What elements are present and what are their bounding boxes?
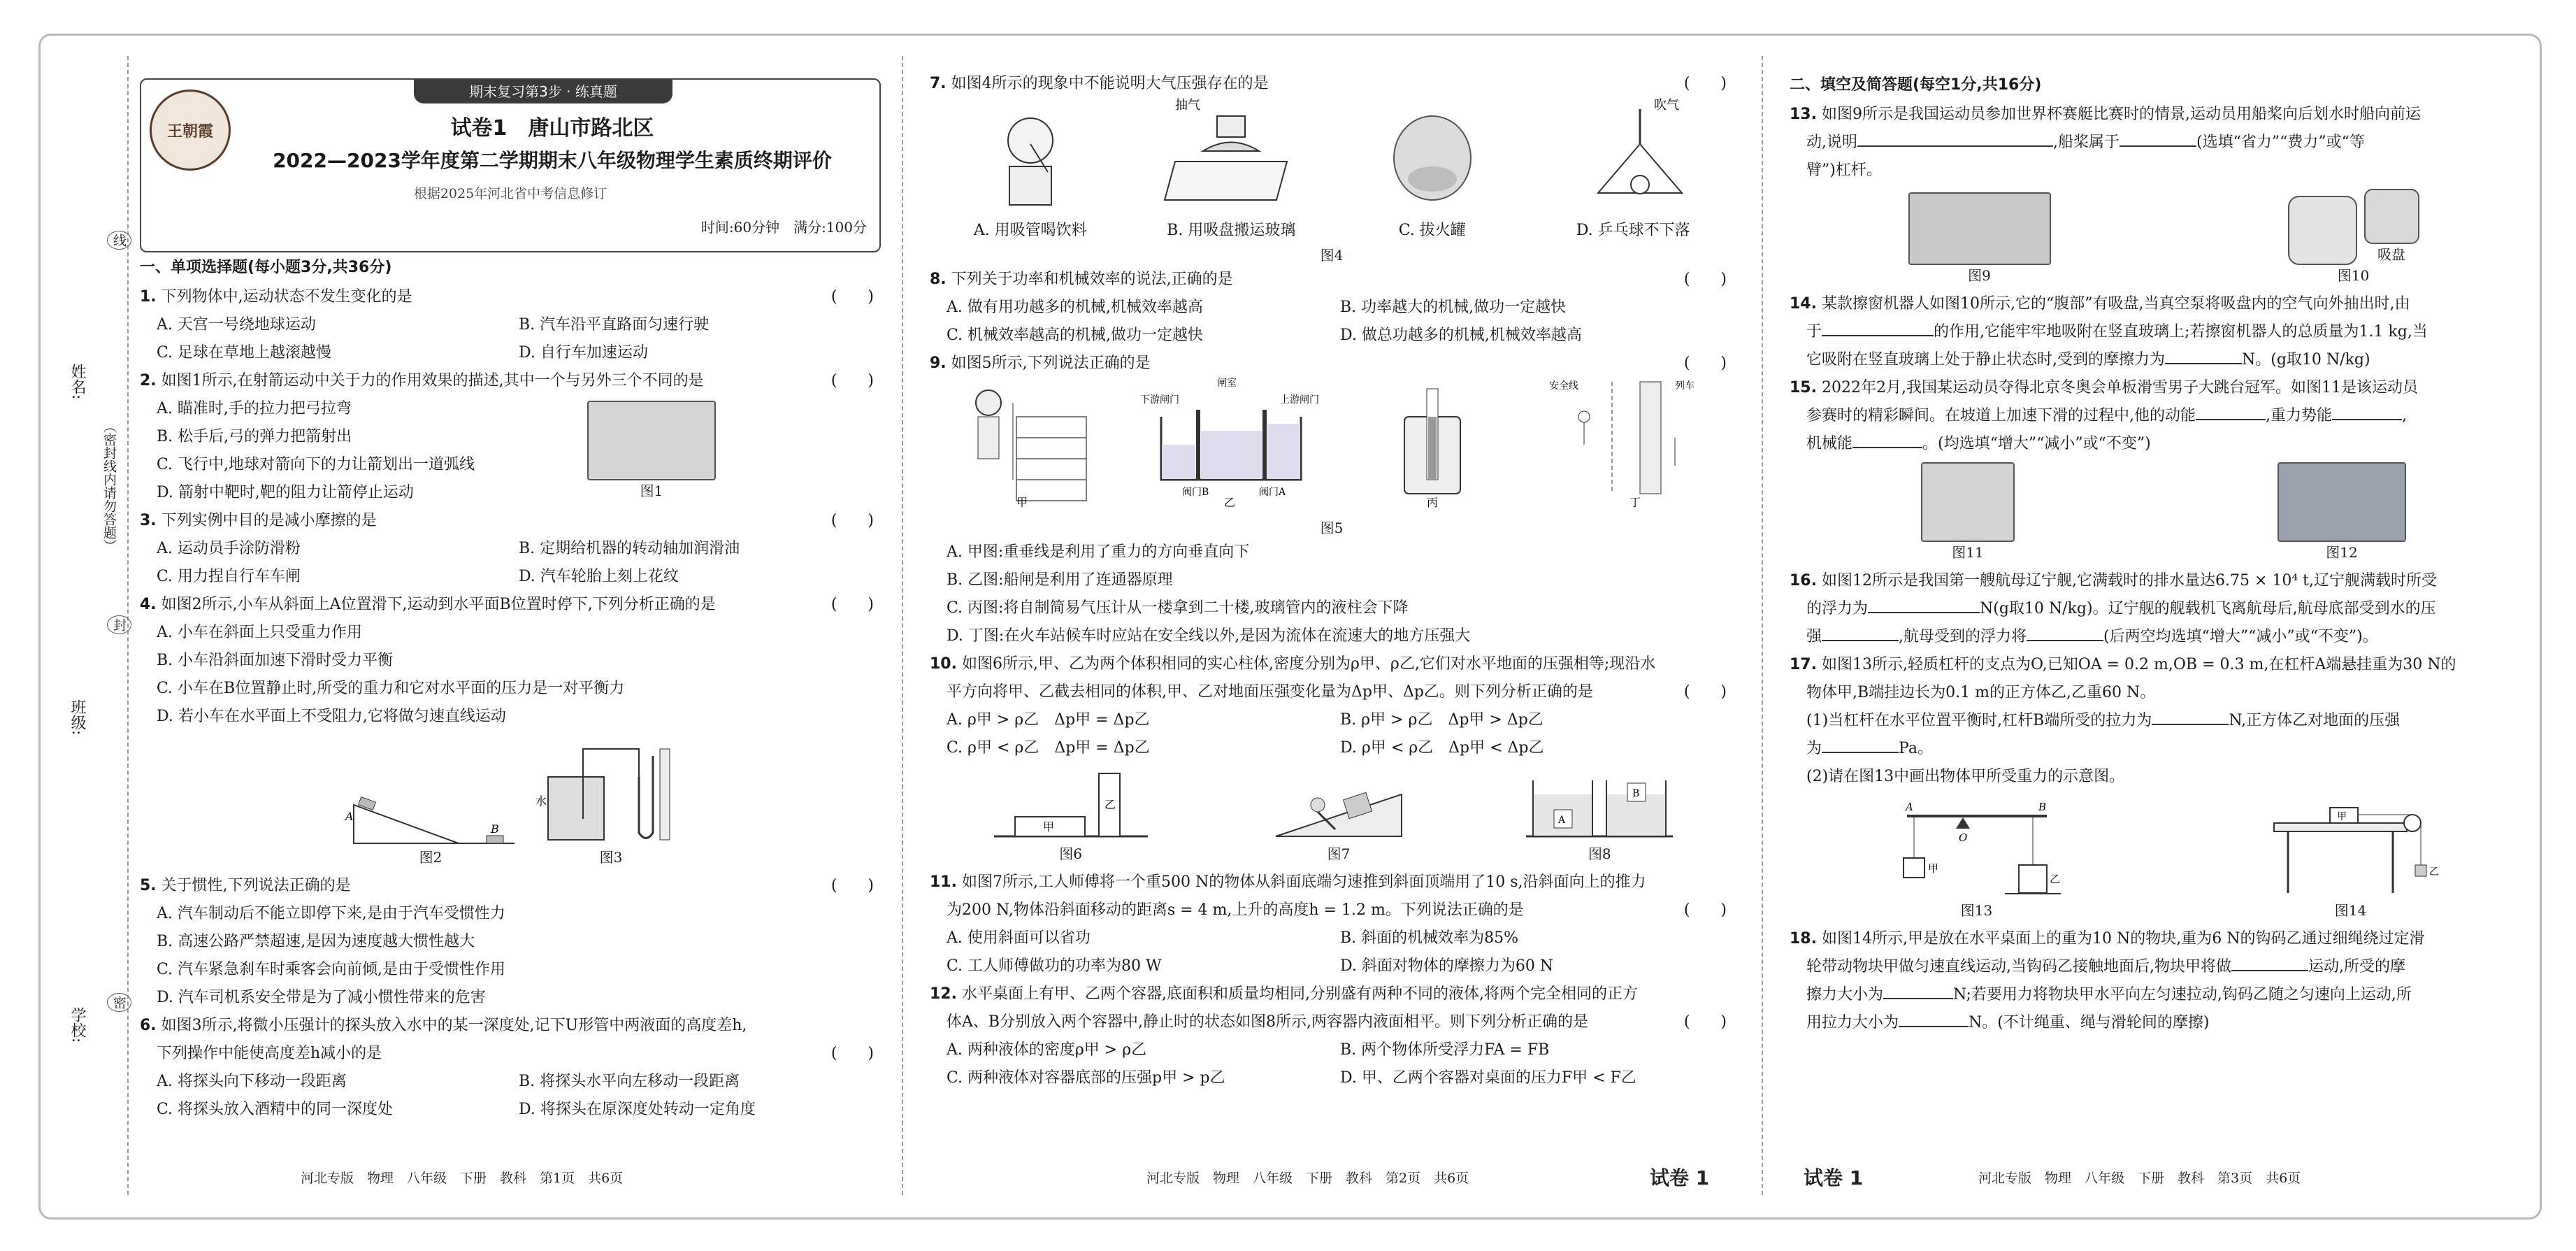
option: B. 小车沿斜面加速下滑时受力平衡	[157, 652, 394, 669]
page-3	[1790, 70, 2538, 1202]
option: B. 高速公路严禁超速,是因为速度越大惯性越大	[157, 933, 475, 950]
svg-text:吹气: 吹气	[1654, 98, 1680, 113]
option: D. 甲、乙两个容器对桌面的压力F甲 < F乙	[1340, 1069, 1636, 1087]
barometer-figure	[1383, 375, 1481, 508]
straw-drinking-figure	[978, 102, 1083, 207]
page-2	[930, 70, 1734, 1202]
svg-text:上游闸门: 上游闸门	[1280, 394, 1320, 406]
question-9: 9. 如图5所示,下列说法正确的是 ( ) 甲 闸室 下游闸门 上游闸门 阀门B 阀门A 乙 丙 安全线 列车 丁 图5 A. 甲图:重垂线是利用了重力的方向垂直向下 B. 乙图:船闸是利用了连通器原理 C. 丙图:将自制简易气压计从一楼拿到二十楼,玻璃管内的液柱会下降 D. 丁图:在火车站候车时应站在安全线以外,是因为流体在流速大的地方压强大	[930, 350, 1734, 650]
option: A. 甲图:重垂线是利用了重力的方向垂直向下	[947, 543, 1250, 561]
option: A. ρ甲 > ρ乙 Δp甲 = Δp乙	[947, 711, 1150, 729]
answer-blank[interactable]	[1899, 1010, 1969, 1027]
time-score: 时间:60分钟 满分:100分	[700, 219, 867, 236]
question-5: 5. 关于惯性,下列说法正确的是 ( ) A. 汽车制动后不能立即停下来,是由于汽车受惯性力 B. 高速公路严禁超速,是因为速度越大惯性越大 C. 汽车紧急刹车时乘客会向前倾,是由于受惯性作用 D. 汽车司机系安全带是为了减小惯性带来的危害	[140, 872, 881, 1012]
option: D. 将探头在原深度处转动一定角度	[519, 1101, 756, 1118]
option: B. 用吸盘搬运玻璃	[1167, 222, 1296, 239]
svg-text:A: A	[345, 810, 354, 823]
answer-blank[interactable]	[1857, 130, 2053, 147]
answer-blank[interactable]	[1822, 320, 1934, 336]
option: D. 斜面对物体的摩擦力为60 N	[1340, 957, 1554, 975]
section-title: 一、单项选择题(每小题3分,共36分)	[140, 259, 392, 276]
svg-text:甲: 甲	[1927, 862, 1938, 875]
svg-text:B: B	[2038, 801, 2046, 813]
option: B. 斜面的机械效率为85%	[1340, 929, 1519, 947]
suction-cup-figure	[1161, 95, 1301, 207]
pressure-gauge-diagram	[535, 735, 681, 847]
svg-text:闸室: 闸室	[1217, 378, 1237, 389]
question-14: 14. 某款擦窗机器人如图10所示,它的“腹部”有吸盘,当真空泵将吸盘内的空气向外抽出时,由 于 的作用,它能牢牢地吸附在竖直玻璃上;若擦窗机器人的总质量为1.1 kg,当 它吸附在竖直玻璃上处于静止状态时,受到的摩擦力为 N。(g取10 N/kg)	[1790, 295, 2428, 369]
cupping-photo	[1376, 102, 1488, 207]
fold-line	[902, 56, 903, 1195]
question-18: 18. 如图14所示,甲是放在水平桌面上的重为10 N的物块,重为6 N的钩码乙通过细绳绕过定滑 轮带动物块甲做匀速直线运动,当钩码乙接触地面后,物块甲将做 运动,所受的摩 擦力大小为 N;若要用力将物块甲水平向左匀速拉动,钩码乙随之匀速向上运动,所 用拉力大小为 N。(不计绳重、绳与滑轮间的摩擦)	[1790, 930, 2425, 1031]
question-16: 16. 如图12所示是我国第一艘航母辽宁舰,它满载时的排水量达6.75 × 10⁴ t,辽宁舰满载时所受 的浮力为 N(g取10 N/kg)。辽宁舰的舰载机飞离航母后,航母底部受到水的压 强 ,航母受到的浮力将 (后两空均选填“增大”“减小”或“不变”)。	[1790, 572, 2438, 645]
option: A. 将探头向下移动一段距离	[157, 1073, 347, 1090]
option: D. ρ甲 < ρ乙 Δp甲 < Δp乙	[1340, 739, 1544, 757]
aircraft-carrier-photo	[2278, 462, 2406, 542]
class-label: 班级:	[69, 699, 86, 736]
svg-text:列车: 列车	[1675, 380, 1695, 392]
window-robot-photo	[2288, 196, 2357, 265]
answer-blank[interactable]	[2231, 955, 2308, 971]
option: B. 两个物体所受浮力FA = FB	[1340, 1041, 1550, 1059]
question-15: 15. 2022年2月,我国某运动员夺得北京冬奥会单板滑雪男子大跳台冠军。如图11是该运动员 参赛时的精彩瞬间。在坡道上加速下滑的过程中,他的动能 ,重力势能 , 机械能 。(均选填“增大”“减小”或“不变”) 图11 图12	[1790, 374, 2538, 563]
option: C. 丙图:将自制简易气压计从一楼拿到二十楼,玻璃管内的液柱会下降	[947, 599, 1409, 617]
question-3: 3. 下列实例中目的是减小摩擦的是 ( ) A. 运动员手涂防滑粉 B. 定期给机器的转动轴加润滑油 C. 用力捏自行车车闸 D. 汽车轮胎上刻上花纹	[140, 507, 881, 591]
answer-blank[interactable]	[2332, 403, 2402, 420]
svg-text:甲: 甲	[1016, 496, 1028, 509]
svg-text:乙: 乙	[1104, 798, 1116, 811]
seal-mark: 密	[107, 993, 131, 1012]
option: C. 两种液体对容器底部的压强p甲 > p乙	[947, 1069, 1225, 1087]
option: A. 天宫一号绕地球运动	[157, 316, 316, 334]
funnel-ball-figure	[1570, 95, 1696, 207]
figure-1: 图1	[587, 401, 716, 501]
ship-lock-figure	[1140, 375, 1322, 508]
option: D. 做总功越多的机械,机械效率越高	[1340, 327, 1582, 344]
answer-blank[interactable]	[1868, 596, 1980, 613]
option: C. ρ甲 < ρ乙 Δp甲 = Δp乙	[947, 739, 1150, 757]
answer-blank[interactable]	[1852, 431, 1922, 448]
answer-blank[interactable]	[2165, 348, 2242, 364]
rowing-photo	[1908, 192, 2051, 265]
review-badge: 期末复习第3步 · 练真题	[414, 80, 672, 103]
paper-subtitle: 2022—2023学年度第二学期期末八年级物理学生素质终期评价	[273, 149, 832, 172]
paper-header	[140, 78, 881, 252]
question-13: 13. 如图9所示是我国运动员参加世界杯赛艇比赛时的情景,运动员用船桨向后划水时船向前运 动,说明 ,船桨属于 (选填“省力”“费力”或“等 臂”)杠杆。 图9 吸盘 图10	[1790, 101, 2538, 286]
option: B. 松手后,弓的弹力把箭射出	[157, 428, 352, 445]
svg-text:A: A	[1905, 801, 1913, 813]
page-footer: 河北专版 物理 八年级 下册 教科 第2页 共6页	[1146, 1171, 1469, 1186]
worker-incline-diagram	[1269, 766, 1409, 843]
fold-line	[1762, 56, 1763, 1195]
option: B. 汽车沿平直路面匀速行驶	[519, 316, 710, 334]
figure-5-caption: 图5	[1320, 520, 1344, 536]
plumb-line-figure	[960, 375, 1100, 508]
lever-diagram	[1886, 795, 2068, 900]
answer-blank[interactable]	[2152, 708, 2229, 725]
option: C. 小车在B位置静止时,所受的重力和它对水平面的压力是一对平衡力	[157, 680, 625, 697]
option: C. 工人师傅做功的功率为80 W	[947, 957, 1162, 975]
option: A. 小车在斜面上只受重力作用	[157, 624, 362, 641]
option: A. 两种液体的密度ρ甲 > ρ乙	[947, 1041, 1147, 1059]
school-label: 学校:	[69, 1007, 86, 1043]
svg-text:下游闸门: 下游闸门	[1140, 394, 1180, 406]
option: B. 将探头水平向左移动一段距离	[519, 1073, 740, 1090]
figure-11: 图11	[1921, 462, 2015, 563]
option: D. 汽车司机系安全带是为了减小惯性带来的危害	[157, 989, 486, 1006]
figure-12: 图12	[2278, 462, 2406, 563]
incline-diagram	[340, 784, 521, 847]
safety-line-figure	[1542, 375, 1724, 508]
containers-diagram	[1523, 766, 1676, 843]
option: A. 瞄准时,手的拉力把弓拉弯	[157, 400, 352, 417]
option: A. 使用斜面可以省功	[947, 929, 1091, 947]
option: C. 飞行中,地球对箭向下的力让箭划出一道弧线	[157, 456, 475, 473]
option: C. 用力捏自行车车闸	[157, 568, 301, 585]
svg-text:阀门B: 阀门B	[1182, 487, 1209, 498]
option: C. 机械效率越高的机械,做功一定越快	[947, 327, 1204, 344]
pulley-table-diagram	[2260, 795, 2442, 900]
option: A. 汽车制动后不能立即停下来,是由于汽车受惯性力	[157, 905, 505, 922]
page-footer: 河北专版 物理 八年级 下册 教科 第3页 共6页	[1978, 1171, 2301, 1186]
svg-text:抽气: 抽气	[1175, 98, 1201, 113]
option: C. 汽车紧急刹车时乘客会向前倾,是由于受惯性作用	[157, 961, 506, 978]
svg-text:丙: 丙	[1426, 496, 1438, 509]
seal-mark: 封	[107, 615, 131, 634]
seal-mark: 线	[107, 231, 131, 250]
option: C. 将探头放入酒精中的同一深度处	[157, 1101, 394, 1118]
page-1	[140, 78, 881, 1202]
option: D. 若小车在水平面上不受阻力,它将做匀速直线运动	[157, 708, 506, 725]
svg-text:乙: 乙	[1224, 496, 1236, 509]
svg-text:甲: 甲	[2336, 811, 2347, 822]
option: B. 功率越大的机械,做功一定越快	[1340, 299, 1567, 316]
snowboard-photo	[1921, 462, 2015, 542]
page-footer: 河北专版 物理 八年级 下册 教科 第1页 共6页	[301, 1171, 624, 1186]
question-1: 1. 下列物体中,运动状态不发生变化的是 ( ) A. 天宫一号绕地球运动 B. 汽车沿平直路面匀速行驶 C. 足球在草地上越滚越慢 D. 自行车加速运动	[140, 283, 881, 367]
svg-text:阀门A: 阀门A	[1259, 487, 1286, 498]
option: A. 运动员手涂防滑粉	[157, 540, 301, 557]
option: D. 汽车轮胎上刻上花纹	[519, 568, 679, 585]
question-7: 7. 如图4所示的现象中不能说明大气压强存在的是 ( ) 抽气 吹气 A. 用吸管喝饮料 B. 用吸盘搬运玻璃 C. 拔火罐 D. 乒乓球不下落 图4	[930, 70, 1734, 266]
figure-9: 图9	[1908, 192, 2051, 286]
svg-text:B: B	[1632, 788, 1640, 799]
figure-4-caption: 图4	[1320, 247, 1344, 264]
svg-text:水: 水	[535, 794, 547, 808]
option: D. 乒乓球不下落	[1576, 222, 1690, 239]
figure-2: A B 图2	[340, 784, 521, 868]
option: B. 定期给机器的转动轴加润滑油	[519, 540, 740, 557]
figure-8: A B 图8	[1523, 766, 1676, 864]
svg-text:甲: 甲	[1042, 820, 1054, 834]
answer-blank[interactable]	[1822, 624, 1899, 641]
revision-note: 根据2025年河北省中考信息修订	[413, 186, 607, 201]
suction-cup-photo	[2364, 189, 2419, 244]
option: D. 箭射中靶时,靶的阻力让箭停止运动	[157, 484, 414, 501]
figure-7: 图7	[1269, 766, 1409, 864]
svg-text:B: B	[491, 822, 499, 836]
paper-tag: 试卷 1	[1804, 1166, 1864, 1189]
archery-photo	[587, 401, 716, 480]
option: A. 用吸管喝饮料	[973, 222, 1087, 239]
name-label: 姓名:	[69, 364, 86, 400]
question-6: 6. 如图3所示,将微小压强计的探头放入水中的某一深度处,记下U形管中两液面的高度差h, 下列操作中能使高度差h减小的是 ( ) A. 将探头向下移动一段距离 B. 将探头水平向左移动一段距离 C. 将探头放入酒精中的同一深度处 D. 将探头在原深度处转动一定角度	[140, 1012, 881, 1124]
svg-text:A: A	[1558, 815, 1566, 826]
figure-14: 甲 乙 图14	[2260, 795, 2442, 921]
answer-blank[interactable]	[2120, 130, 2196, 147]
option: A. 做有用功越多的机械,机械效率越高	[947, 299, 1203, 316]
option: B. ρ甲 > ρ乙 Δp甲 > Δp乙	[1340, 711, 1544, 729]
option: C. 足球在草地上越滚越慢	[157, 344, 332, 362]
question-12: 12. 水平桌面上有甲、乙两个容器,底面积和质量均相同,分别盛有两种不同的液体,将两个完全相同的正方 体A、B分别放入两个容器中,静止时的状态如图8所示,两容器内液面相平。则下列分析正确的是 ( ) A. 两种液体的密度ρ甲 > ρ乙 B. 两个物体所受浮力FA = FB C. 两种液体对容器底部的压强p甲 > p乙 D. 甲、乙两个容器对桌面的压力F甲 < F乙	[930, 980, 1734, 1092]
question-4: 4. 如图2所示,小车从斜面上A位置滑下,运动到水平面B位置时停下,下列分析正确的是 ( ) A. 小车在斜面上只受重力作用 B. 小车沿斜面加速下滑时受力平衡 C. 小车在B位置静止时,所受的重力和它对水平面的压力是一对平衡力 D. 若小车在水平面上不受阻力,它将做匀速直线运动 A B 图2 水 图3	[140, 591, 881, 868]
section-title: 二、填空及简答题(每空1分,共16分)	[1790, 76, 2042, 94]
paper-title: 试卷1 唐山市路北区	[450, 116, 654, 141]
answer-blank[interactable]	[1883, 982, 1953, 999]
seal-note: （密封线内请勿答题）	[101, 420, 117, 552]
svg-text:O: O	[1958, 831, 1967, 844]
answer-blank[interactable]	[1822, 736, 1899, 753]
svg-text:安全线: 安全线	[1549, 380, 1579, 392]
option: D. 丁图:在火车站候车时应站在安全线以外,是因为流体在流速大的地方压强大	[947, 627, 1471, 645]
figure-13: A O B 甲 乙 图13	[1886, 795, 2068, 921]
question-10: 10. 如图6所示,甲、乙为两个体积相同的实心柱体,密度分别为ρ甲、ρ乙,它们对水平地面的压强相等;现沿水 平方向将甲、乙截去相同的体积,甲、乙对地面压强变化量为Δp甲、Δp乙。则下列分析正确的是 ( ) A. ρ甲 > ρ乙 Δp甲 = Δp乙 B. ρ甲 > ρ乙 Δp甲 > Δp乙 C. ρ甲 < ρ乙 Δp甲 = Δp乙 D. ρ甲 < ρ乙 Δp甲 < Δp乙 甲 乙 图6 图7 A B 图8	[930, 650, 1734, 864]
answer-blank[interactable]	[2027, 624, 2103, 641]
question-2: 2. 如图1所示,在射箭运动中关于力的作用效果的描述,其中一个与另外三个不同的是 ( ) A. 瞄准时,手的拉力把弓拉弯 B. 松手后,弓的弹力把箭射出 C. 飞行中,地球对箭向下的力让箭划出一道弧线 D. 箭射中靶时,靶的阻力让箭停止运动 图1	[140, 367, 881, 507]
answer-blank[interactable]	[2196, 403, 2266, 420]
cylinders-diagram	[987, 766, 1155, 843]
question-17: 17. 如图13所示,轻质杠杆的支点为O,已知OA = 0.2 m,OB = 0.3 m,在杠杆A端悬挂重为30 N的 物体甲,B端挂边长为0.1 m的正方体乙,乙重60 N。 (1)当杠杆在水平位置平衡时,杠杆B端所受的拉力为 N,正方体乙对地面的压强 为 Pa。 (2)请在图13中画出物体甲所受重力的示意图。 A O B 甲 乙 图13 甲 乙 图14	[1790, 651, 2538, 921]
paper-tag: 试卷 1	[1650, 1166, 1710, 1189]
option: B. 乙图:船闸是利用了连通器原理	[947, 571, 1173, 589]
svg-text:丁: 丁	[1629, 496, 1641, 509]
figure-6: 甲 乙 图6	[987, 766, 1155, 864]
svg-text:乙: 乙	[2049, 873, 2060, 885]
publisher-logo: 王朝霞	[150, 90, 231, 171]
svg-text:乙: 乙	[2429, 866, 2439, 878]
figure-10: 吸盘 图10	[2288, 189, 2419, 286]
figure-3: 水 图3	[541, 735, 681, 868]
option: D. 自行车加速运动	[519, 344, 648, 362]
question-11: 11. 如图7所示,工人师傅将一个重500 N的物体从斜面底端匀速推到斜面顶端用了10 s,沿斜面向上的推力 为200 N,物体沿斜面移动的距离s = 4 m,上升的高度h = 1.2 m。下列说法正确的是 ( ) A. 使用斜面可以省功 B. 斜面的机械效率为85% C. 工人师傅做功的功率为80 W D. 斜面对物体的摩擦力为60 N	[930, 868, 1734, 980]
option: C. 拔火罐	[1398, 222, 1466, 239]
question-8: 8. 下列关于功率和机械效率的说法,正确的是 ( ) A. 做有用功越多的机械,机械效率越高 B. 功率越大的机械,做功一定越快 C. 机械效率越高的机械,做功一定越快 D. 做总功越多的机械,机械效率越高	[930, 266, 1734, 350]
